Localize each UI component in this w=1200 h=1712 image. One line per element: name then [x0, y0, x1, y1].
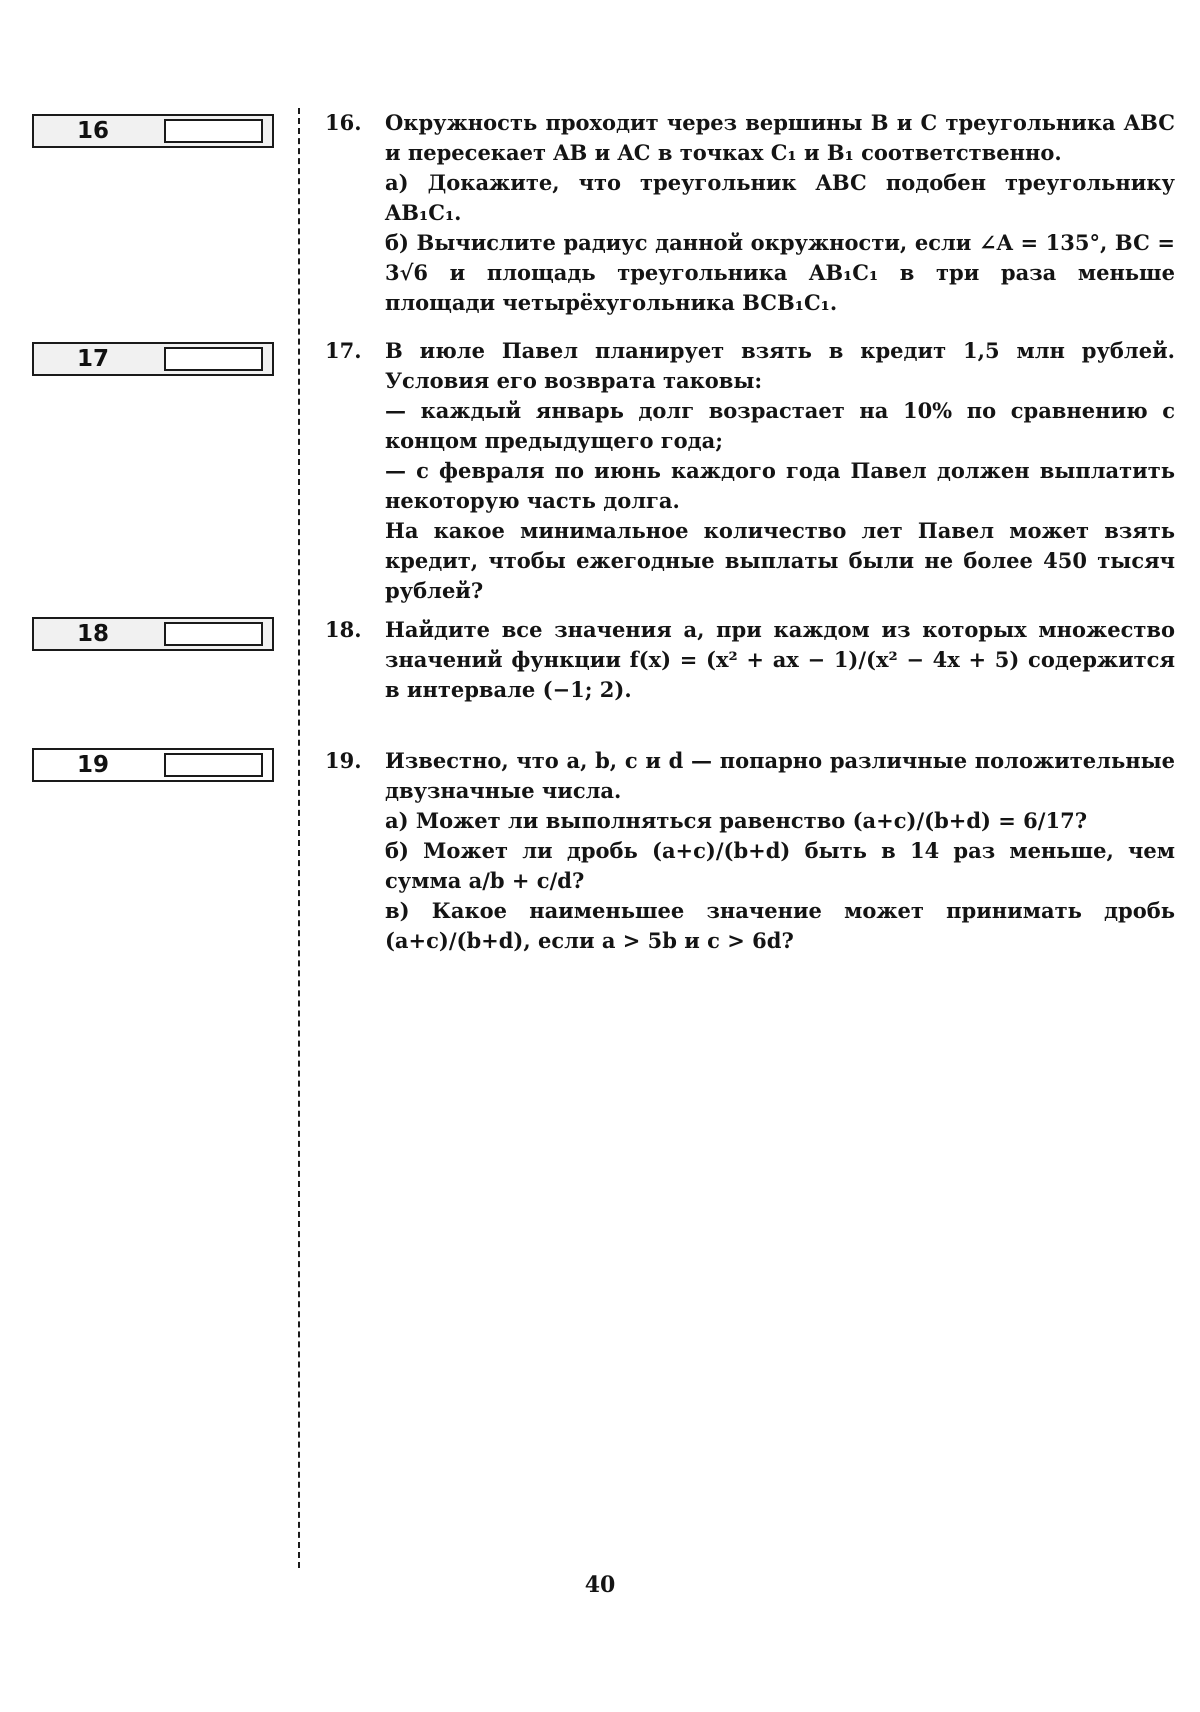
answer-input-16[interactable]	[164, 119, 263, 143]
problem-body	[385, 746, 1175, 956]
problem-17	[325, 336, 1175, 606]
answer-input-17[interactable]	[164, 347, 263, 371]
answer-box-17	[32, 342, 274, 376]
answer-box-label: 17	[76, 346, 109, 372]
answer-input-18[interactable]	[164, 622, 263, 646]
problem-number: 17.	[325, 338, 362, 363]
answer-box-18	[32, 617, 274, 651]
problem-body	[385, 108, 1175, 318]
answer-box-19	[32, 748, 274, 782]
problem-number: 18.	[325, 617, 362, 642]
problem-16	[325, 108, 1175, 318]
problem-body	[385, 336, 1175, 606]
answer-box-label: 18	[76, 621, 109, 647]
problem-19-part-c: в) Какое наименьшее значение может принимать дробь (a+c)/(b+d), если a > 5b и c > 6d?	[385, 898, 1175, 953]
problem-number: 16.	[325, 110, 362, 135]
problem-17-condition-2: — с февраля по июнь каждого года Павел должен выплатить некоторую часть долга.	[385, 458, 1175, 513]
problem-16-part-b: б) Вычислите радиус данной окружности, если ∠A = 135°, BC = 3√6 и площадь треугольника AB₁C₁ в три раза меньше площади четырёхугольника BCB₁C₁.	[385, 230, 1175, 315]
answer-box-label: 19	[76, 752, 109, 778]
problem-18-text: Найдите все значения a, при каждом из которых множество значений функции f(x) = (x² + ax − 1)/(x² − 4x + 5) содержится в интервале (−1; 2).	[385, 617, 1175, 702]
problem-16-intro: Окружность проходит через вершины B и C треугольника ABC и пересекает AB и AC в точках C₁ и B₁ соответственно.	[385, 110, 1175, 165]
problem-19-part-b: б) Может ли дробь (a+c)/(b+d) быть в 14 раз меньше, чем сумма a/b + c/d?	[385, 838, 1175, 893]
problem-19-intro: Известно, что a, b, c и d — попарно различные положительные двузначные числа.	[385, 748, 1175, 803]
answer-box-16	[32, 114, 274, 148]
answer-input-19[interactable]	[164, 753, 263, 777]
problem-17-intro: В июле Павел планирует взять в кредит 1,5 млн рублей. Условия его возврата таковы:	[385, 338, 1175, 393]
problem-19-part-a: а) Может ли выполняться равенство (a+c)/(b+d) = 6/17?	[385, 808, 1087, 833]
answer-box-label: 16	[76, 118, 109, 144]
dashed-cut-line	[298, 108, 300, 1568]
problem-number: 19.	[325, 748, 362, 773]
problem-17-condition-1: — каждый январь долг возрастает на 10% по сравнению с концом предыдущего года;	[385, 398, 1175, 453]
problem-19	[325, 746, 1175, 956]
problem-body	[385, 615, 1175, 705]
problem-17-question: На какое минимальное количество лет Павел может взять кредит, чтобы ежегодные выплаты были не более 450 тысяч рублей?	[385, 518, 1175, 603]
problem-16-part-a: а) Докажите, что треугольник ABC подобен треугольнику AB₁C₁.	[385, 170, 1175, 225]
page-number: 40	[584, 1572, 616, 1598]
problem-18	[325, 615, 1175, 705]
